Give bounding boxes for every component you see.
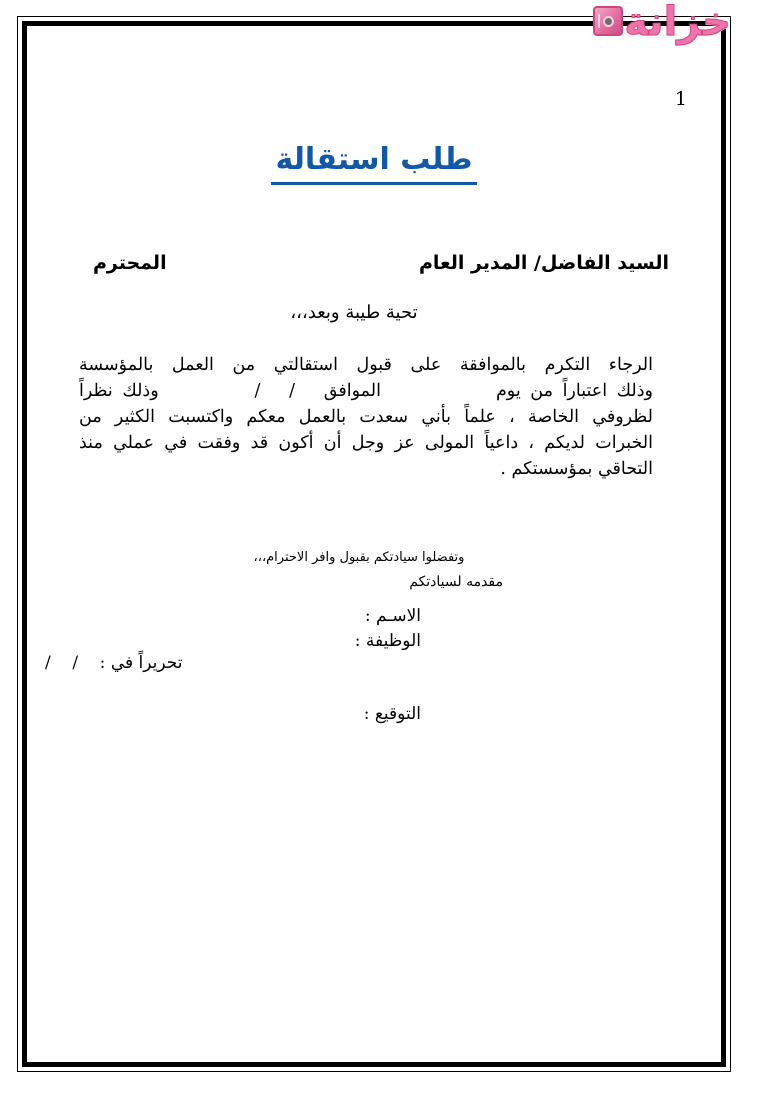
page-title-row [17,142,731,185]
field-name-label: الاسـم : [364,606,421,626]
addressee-honorific: المحترم [93,252,167,274]
addressee-row [93,252,669,274]
signature-fields [355,604,421,654]
submitted-by-label: مقدمه لسيادتكم [409,574,503,590]
written-on-date: تحريراً في : / / [45,653,183,673]
safe-vault-icon [593,6,623,36]
page-number: 1 [674,88,687,110]
letter-body [79,352,653,482]
page-title: طلب استقالة [271,142,476,185]
field-job-title-label: الوظيفة : [354,631,421,651]
body-line: الرجاء التكرم بالموافقة على قبول استقالتي من العمل بالمؤسسة [79,355,653,375]
body-line: التحاقي بمؤسستكم . [500,459,653,479]
site-logo [593,0,731,44]
addressee-name: السيد الفاضل/ المدير العام [418,252,669,274]
closing-line: وتفضلوا سيادتكم بقبول وافر الاحترام،،، [253,550,465,565]
document-body [17,16,731,1072]
signature-label: التوقيع : [363,704,421,724]
body-line: لظروفي الخاصة ، علماً بأني سعدت بالعمل معكم واكتسبت الكثير من [79,407,653,427]
greeting-line: تحية طيبة وبعد،،، [290,302,418,323]
body-line: الخبرات لديكم ، داعياً المولى عز وجل أن أكون قد وفقت في عملي منذ [79,433,653,453]
body-line: وذلك اعتباراً من يوم الموافق / / وذلك نظراً [79,381,653,401]
logo-wordmark: خزانة [624,0,731,45]
